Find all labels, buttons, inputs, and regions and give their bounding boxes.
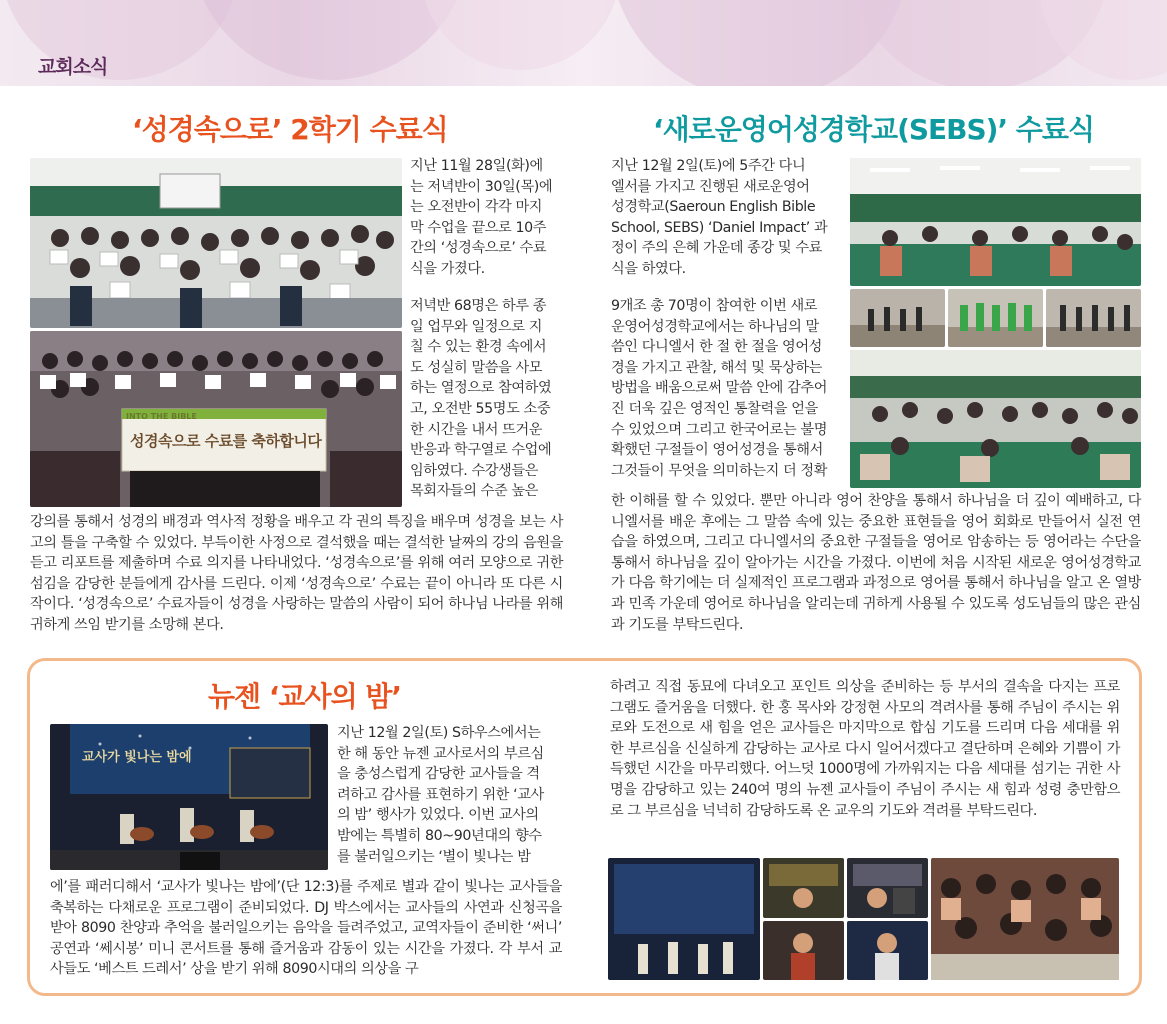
article3-photo-stage-screen: [608, 858, 760, 980]
screen-text: 교사가 빛나는 밤에: [82, 750, 192, 765]
article3-paragraph2: 에’를 패러디해서 ‘교사가 빛나는 밤에’(단 12:3)를 주제로 별과 같이 빛나는 교사들을 축복하는 다채로운 프로그램이 준비되었다. DJ 박스에서는 교사들의 사연과 신청곡을 받아 8090 찬양과 추억을 불러일으키는 음악을 들려주었고, 교역자들이 준비한 ‘써니’ 공연과 ‘쎄시봉’ 미니 콘서트를 통해 즐거움과 감동이 있는 시간을 가졌다. 각 부서 교사들도 ‘베스트 드레서’ 상을 받기 위해 8090시대의 의상을 구: [50, 879, 562, 978]
article3-photo-dj-box2: [847, 858, 928, 918]
article3-photo-performer2: [847, 921, 928, 980]
header-decoration: [0, 0, 1167, 86]
article1-photo-classroom: [30, 158, 402, 328]
article2-paragraph3: 한 이해를 할 수 있었다. 뿐만 아니라 영어 찬양을 통해서 하나님을 더 깊이 예배하고, 다니엘서를 배운 후에는 그 말씀 속에 있는 중요한 표현들을 영어 회화로 만들어서 실전 연습을 하였으며, 그리고 다니엘서의 중요한 구절들을 영어로 암송하는 등 영어라는 수단을 통해서 하나님을 깊이 알아가는 시간을 가졌다. 이번에 처음 시작된 새로운 영어성경학교가 다음 학기에는 더 실제적인 프로그램과 과정으로 영어를 통해서 하나님을 알고 온 열방과 민족 가운데 영어로 하나님을 알리는데 귀하게 사용될 수 있도록 성도님들의 많은 관심과 기도를 부탁드린다.: [611, 493, 1141, 633]
article3-photo-audience: [931, 858, 1119, 980]
article1-title: ‘성경속으로’ 2학기 수료식: [132, 113, 448, 146]
banner-small-text: INTO THE BIBLE: [126, 412, 197, 421]
banner-text: 성경속으로 수료를 축하합니다: [130, 432, 322, 450]
article2-photo-tables: [850, 350, 1141, 488]
article2-photo-stage1: [850, 289, 945, 347]
article1-paragraph2: 저녁반 68명은 하루 종 일 업무와 일정으로 지 칠 수 있는 환경 속에서 도 성실히 말씀을 사모 하는 열정으로 참여하였 고, 오전반 55명도 소중 한 시간을 내서 뜨거운 반응과 학구열로 수업에 임하였다. 수강생들은 목회자들의 수준 높은: [410, 298, 552, 500]
article3-paragraph3: 하려고 직접 동묘에 다녀오고 포인트 의상을 준비하는 등 부서의 결속을 다지는 프로그램도 즐거움을 더했다. 한 홍 목사와 강정현 사모의 격려사를 통해 주님이 주시는 위로와 도전으로 새 힘을 얻은 교사들은 마지막으로 합심 기도를 드리며 다음 세대를 위한 부르심을 신실하게 감당하는 교사로 다시 일어서겠다고 결단하며 은혜와 기쁨이 가득했던 시간을 마무리했다. 어느덧 1000명에 가까워지는 다음 세대를 섬기는 귀한 사명을 감당하고 있는 240여 명의 뉴젠 교사들이 주님이 주시는 새 힘과 성령 충만함으로 그 부르심을 넉넉히 감당하도록 온 교우의 기도와 격려를 부탁드린다.: [610, 679, 1120, 819]
article1-paragraph1: 지난 11월 28일(화)에 는 저녁반이 30일(목)에 는 오전반이 각각 마지 막 수업을 끝으로 10주 간의 ‘성경속으로’ 수료 식을 가졌다.: [410, 158, 553, 277]
article2-photo-stage2: [948, 289, 1043, 347]
article1-photo-banner-group: [30, 331, 402, 507]
article2-photo-hall: [850, 158, 1141, 286]
article2-title: ‘새로운영어성경학교(SEBS)’ 수료식: [653, 113, 1094, 146]
article3-photo-performer1: [763, 921, 844, 980]
article3-paragraph1: 지난 12월 2일(토) S하우스에서는 한 해 동안 뉴젠 교사로서의 부르심 을 충성스럽게 감당한 교사들을 격 려하고 감사를 표현하기 위한 ‘교사 의 밤’ 행사가 있었다. 이번 교사의 밤에는 특별히 80~90년대의 향수 를 불러일으키는 ‘별이 빛나는 밤: [337, 725, 544, 865]
article2-paragraph2: 9개조 총 70명이 참여한 이번 새로 운영어성경학교에서는 하나님의 말 씀인 다니엘서 한 절 한 절을 영어성 경을 가지고 관찰, 해석 및 묵상하는 방법을 배움으로써 말씀 안에 감추어 진 더욱 깊은 영적인 통찰력을 얻을 수 있었으며 그리고 한국어로는 불명 확했던 구절들이 영어성경을 통해서 그것들이 무엇을 의미하는지 더 정확: [611, 298, 828, 479]
article1-paragraph3: 강의를 통해서 성경의 배경과 역사적 정황을 배우고 각 권의 특징을 배우며 성경을 보는 사고의 틀을 구축할 수 있었다. 부득이한 사정으로 결석했을 때는 결석한 날짜의 강의 음원을 듣고 리포트를 제출하며 수료 의지를 나타내었다. ‘성경속으로’를 위해 여러 모양으로 귀한 섬김을 감당한 분들에게 감사를 드린다. 이제 ‘성경속으로’ 수료는 끝이 아니라 또 다른 시작이다. ‘성경속으로’ 수료자들이 성경을 사랑하는 말씀의 사람이 되어 하나님 나라를 위해 귀하게 쓰임 받기를 소망해 본다.: [30, 514, 563, 633]
article2-photo-stage3: [1046, 289, 1141, 347]
article3-title: 뉴젠 ‘교사의 밤’: [208, 680, 402, 713]
article3-photo-dj-box1: [763, 858, 844, 918]
section-label: 교회소식: [38, 56, 108, 78]
page-header-band: [0, 0, 1167, 86]
article2-paragraph1: 지난 12월 2일(토)에 5주간 다니 엘서를 가지고 진행된 새로운영어 성경학교(Saeroun English Bible School, SEBS) ‘Daniel Impact’ 과 정이 주의 은혜 가운데 종강 및 수료 식을 하였다.: [611, 158, 828, 277]
